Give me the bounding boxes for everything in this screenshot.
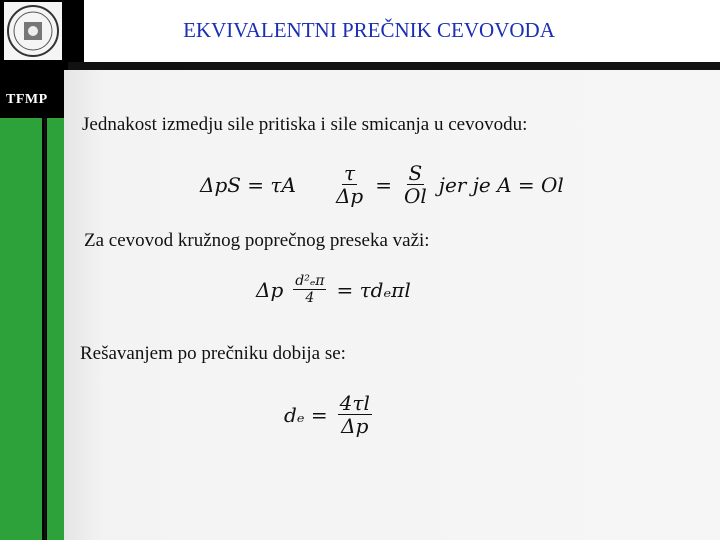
eq1-fraction-1 (334, 162, 365, 208)
eq2-lead: Δp (256, 278, 284, 303)
equation-3 (284, 392, 376, 438)
eq2-frac-den: 4 (305, 290, 315, 307)
header-accent (68, 0, 84, 62)
eq1-frac1-den: Δp (335, 184, 364, 208)
text-line-1: Jednakost izmedju sile pritiska i sile smicanja u cevovodu: (82, 114, 528, 135)
sidebar-green-band (0, 118, 42, 540)
eq2-rhs: = τdₑπl (336, 278, 411, 303)
equation-1 (200, 162, 564, 208)
eq1-frac1-num: τ (344, 161, 356, 185)
header-rule (68, 62, 720, 70)
sidebar-green-stripe (47, 118, 64, 540)
eq3-frac-den: Δp (341, 414, 369, 438)
page-title: EKVIVALENTNI PREČNIK CEVOVODA (183, 18, 555, 42)
eq1-equals: = (375, 173, 392, 197)
eq1-frac2-num: S (408, 161, 423, 185)
eq2-frac-num: d²ₑπ (295, 273, 325, 289)
eq2-fraction (293, 274, 326, 306)
text-line-2: Za cevovod kružnog poprečnog preseka važi: (84, 230, 430, 251)
text-line-3: Rešavanjem po prečniku dobija se: (80, 343, 346, 364)
eq1-left: ΔpS = τA (200, 173, 296, 197)
eq3-lhs: dₑ = (284, 403, 328, 427)
eq3-fraction (338, 392, 372, 438)
university-seal-logo (4, 2, 62, 60)
eq1-fraction-2 (402, 162, 429, 208)
eq1-tail: jer je A = Ol (438, 173, 564, 197)
eq3-frac-num: 4τl (339, 391, 370, 415)
seal-icon (6, 4, 60, 58)
sidebar-divider (44, 118, 46, 540)
equation-2 (256, 274, 411, 306)
brand-label: TFMP (6, 92, 48, 107)
eq1-frac2-den: Ol (403, 184, 427, 208)
